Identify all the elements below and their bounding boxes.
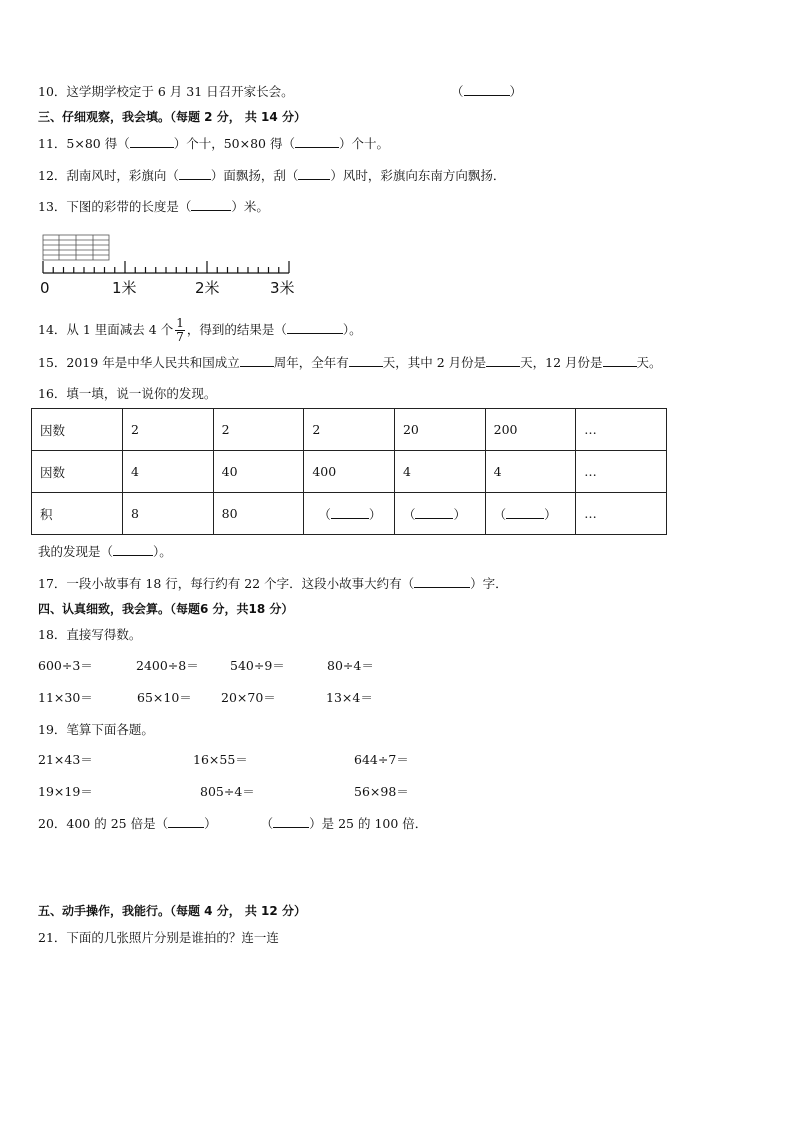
- table-cell: …: [576, 409, 667, 451]
- q18-item: 13×4＝: [326, 690, 373, 705]
- q18-item: 2400÷8＝: [136, 658, 199, 673]
- question-18-title: 18．直接写得数。: [38, 627, 142, 642]
- table-row: [32, 493, 667, 535]
- ruler-label-1m: 1米: [112, 279, 137, 297]
- answer-blank[interactable]: [179, 168, 211, 180]
- question-21: 21．下面的几张照片分别是谁拍的？连一连: [38, 930, 279, 945]
- table-cell: 8: [123, 493, 214, 535]
- q18-item: 65×10＝: [137, 690, 192, 705]
- fraction-one-seventh: $\frac{1}{7}$: [176, 316, 184, 344]
- table-cell: 4: [485, 451, 576, 493]
- question-10-text: 10．这学期学校定于 6 月 31 日召开家长会。: [38, 84, 294, 99]
- q19-item: 644÷7＝: [354, 752, 409, 767]
- question-13: 13．下图的彩带的长度是（ ）米。: [38, 199, 269, 214]
- table-row: [32, 409, 667, 451]
- table-row-label: 因数: [32, 409, 123, 451]
- answer-blank[interactable]: [191, 199, 231, 211]
- answer-blank[interactable]: [287, 322, 343, 334]
- table-cell: …: [576, 493, 667, 535]
- factor-product-table: [31, 408, 667, 535]
- question-10: [38, 84, 294, 100]
- answer-blank[interactable]: [295, 136, 339, 148]
- answer-blank[interactable]: [506, 507, 544, 519]
- answer-blank[interactable]: [240, 355, 274, 367]
- ruler-diagram: [38, 232, 302, 278]
- ribbon: [43, 235, 109, 260]
- table-cell: 2: [304, 409, 395, 451]
- answer-blank[interactable]: [331, 507, 369, 519]
- table-cell-answer[interactable]: （ ）: [304, 493, 395, 535]
- section-4-heading: 四、认真细致，我会算。（每题6 分，共18 分）: [38, 602, 294, 616]
- answer-blank[interactable]: [414, 576, 470, 588]
- ruler-ticks: [43, 261, 289, 273]
- table-row: [32, 451, 667, 493]
- question-17: 17．一段小故事有 18 行，每行约有 22 个字．这段小故事大约有（ ）字．: [38, 576, 508, 591]
- section-3-heading: 三、仔细观察，我会填。（每题 2 分， 共 14 分）: [38, 110, 306, 124]
- question-16-title: 16．填一填，说一说你的发现。: [38, 386, 217, 401]
- table-cell: 4: [123, 451, 214, 493]
- question-19-title: 19．笔算下面各题。: [38, 722, 154, 737]
- question-20: 20．400 的 25 倍是（ ） （ ）是 25 的 100 倍．: [38, 816, 428, 831]
- table-cell: 2: [213, 409, 304, 451]
- question-16-finding: 我的发现是（ ）。: [38, 544, 172, 559]
- section-5-heading: 五、动手操作，我能行。（每题 4 分， 共 12 分）: [38, 904, 306, 918]
- table-cell: 80: [213, 493, 304, 535]
- table-cell: 20: [394, 409, 485, 451]
- answer-blank[interactable]: [603, 355, 637, 367]
- answer-blank[interactable]: [349, 355, 383, 367]
- q18-item: 540÷9＝: [230, 658, 285, 673]
- answer-blank[interactable]: [168, 816, 204, 828]
- table-row-label: 因数: [32, 451, 123, 493]
- table-cell-answer[interactable]: （ ）: [485, 493, 576, 535]
- q18-item: 20×70＝: [221, 690, 276, 705]
- q18-item: 80÷4＝: [327, 658, 374, 673]
- question-15: 15．2019 年是中华人民共和国成立 周年，全年有 天，其中 2 月份是 天，12 月份是 天。: [38, 355, 662, 370]
- ruler-label-3m: 3米: [270, 279, 295, 297]
- table-cell: …: [576, 451, 667, 493]
- q18-item: 600÷3＝: [38, 658, 93, 673]
- answer-blank[interactable]: [486, 355, 520, 367]
- table-cell: 400: [304, 451, 395, 493]
- table-row-label: 积: [32, 493, 123, 535]
- ruler-label-2m: 2米: [195, 279, 220, 297]
- question-10-answer[interactable]: （ ）: [451, 84, 523, 99]
- question-11: 11．5×80 得（ ）个十，50×80 得（ ）个十。: [38, 136, 389, 151]
- answer-blank[interactable]: [415, 507, 453, 519]
- q19-item: 56×98＝: [354, 784, 409, 799]
- table-cell: 2: [123, 409, 214, 451]
- q19-item: 21×43＝: [38, 752, 93, 767]
- q19-item: 805÷4＝: [200, 784, 255, 799]
- table-cell: 4: [394, 451, 485, 493]
- answer-blank[interactable]: [113, 544, 153, 556]
- answer-blank[interactable]: [273, 816, 309, 828]
- ruler-label-0: 0: [40, 279, 50, 297]
- q19-item: 19×19＝: [38, 784, 93, 799]
- question-12: 12．刮南风时，彩旗向（ ）面飘扬，刮（ ）风时，彩旗向东南方向飘扬．: [38, 168, 506, 183]
- q18-item: 11×30＝: [38, 690, 93, 705]
- table-cell-answer[interactable]: （ ）: [394, 493, 485, 535]
- table-cell: 40: [213, 451, 304, 493]
- question-14: 14．从 1 里面减去 4 个 $\frac{1}{7}$ ，得到的结果是（ ）。: [38, 316, 362, 344]
- q19-item: 16×55＝: [193, 752, 248, 767]
- answer-blank[interactable]: [464, 84, 510, 96]
- table-cell: 200: [485, 409, 576, 451]
- answer-blank[interactable]: [298, 168, 330, 180]
- answer-blank[interactable]: [130, 136, 174, 148]
